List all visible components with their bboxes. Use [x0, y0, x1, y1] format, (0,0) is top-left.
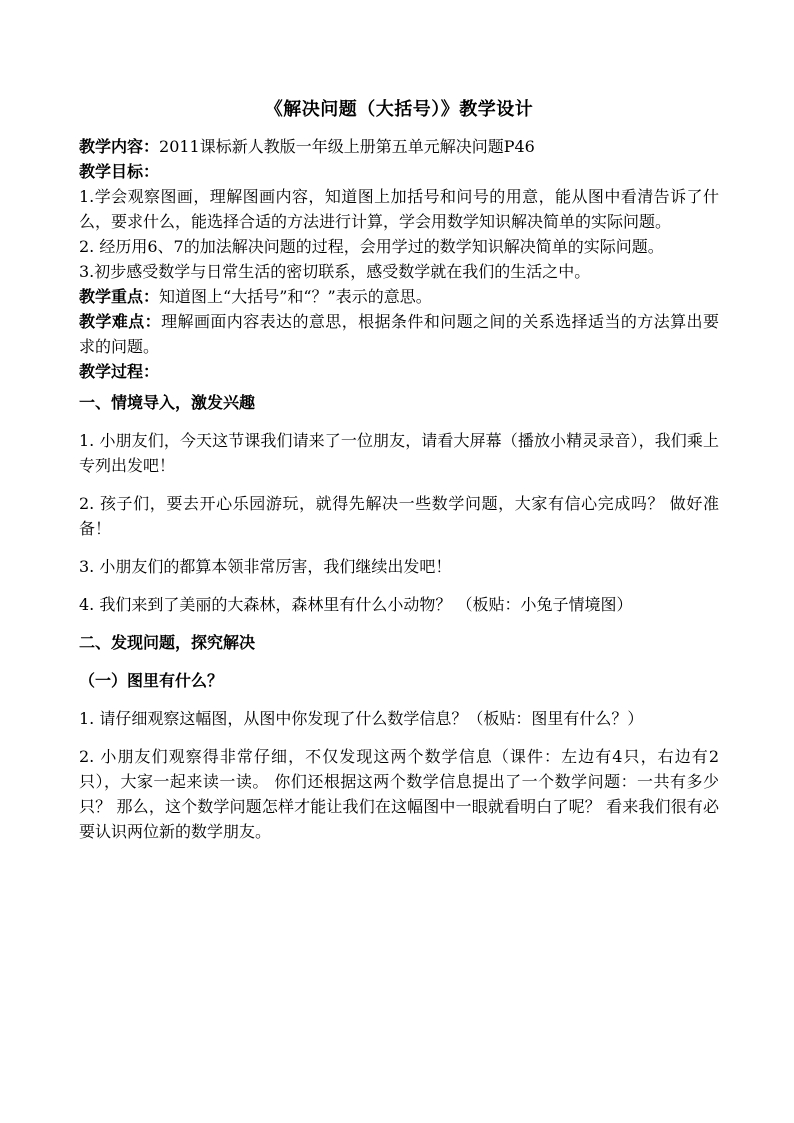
teaching-goals-label: 教学目标： — [79, 162, 160, 181]
key-point-label: 教学重点： — [79, 287, 160, 306]
document-title: 《解决问题（大括号）》教学设计 — [264, 99, 534, 120]
key-point-text: 知道图上“大括号”和“？”表示的意思。 — [159, 287, 432, 306]
section2-item-1: 1. 请仔细观察这幅图，从图中你发现了什么数学信息？（板贴：图里有什么？） — [79, 709, 644, 728]
teaching-process-label: 教学过程： — [79, 362, 160, 381]
section1-item-1: 1. 小朋友们，今天这节课我们请来了一位朋友，请看大屏幕（播放小精灵录音），我们乘上专列出发吧！ — [79, 431, 719, 475]
section1-item-4: 4. 我们来到了美丽的大森林，森林里有什么小动物？ （板贴：小兔子情境图） — [79, 595, 633, 614]
section2-heading: 二、发现问题，探究解决 — [79, 633, 256, 652]
difficulty-label: 教学难点： — [79, 312, 162, 331]
goal-item-2: 2. 经历用6、7的加法解决问题的过程，会用学过的数学知识解决简单的实际问题。 — [79, 237, 664, 256]
goal-item-1: 1.学会观察图画，理解图画内容，知道图上加括号和问号的用意，能从图中看清告诉了什么，要求什么，能选择合适的方法进行计算，学会用数学知识解决简单的实际问题。 — [79, 187, 719, 231]
section1-item-2: 2. 孩子们，要去开心乐园游玩，就得先解决一些数学问题，大家有信心完成吗？ 做好准备！ — [79, 494, 719, 538]
goal-item-3: 3.初步感受数学与日常生活的密切联系，感受数学就在我们的生活之中。 — [79, 262, 591, 281]
teaching-content — [79, 134, 719, 159]
section1-item-3: 3. 小朋友们的都算本领非常厉害，我们继续出发吧！ — [79, 557, 452, 576]
teaching-difficulty — [79, 309, 719, 359]
difficulty-text: 理解画面内容表达的意思，根据条件和问题之间的关系选择适当的方法算出要求的问题。 — [79, 312, 719, 356]
section1-heading: 一、情境导入，激发兴趣 — [79, 393, 256, 412]
section2-item-2: 2. 小朋友们观察得非常仔细，不仅发现这两个数学信息（课件：左边有4只，右边有2只），大家一起来读一读。 你们还根据这两个数学信息提出了一个数学问题：一共有多少只？ 那么，这个数学问题怎样才能让我们在这幅图中一眼就看明白了呢？ 看来我们很有必要认识两位新的数学朋友。 — [79, 747, 719, 841]
teaching-content-text: 2011课标新人教版一年级上册第五单元解决问题P46 — [159, 137, 535, 156]
document-page — [79, 96, 719, 844]
teaching-key-point — [79, 284, 719, 309]
section2-subheading: （一）图里有什么？ — [79, 671, 224, 690]
teaching-content-label: 教学内容： — [79, 137, 160, 156]
